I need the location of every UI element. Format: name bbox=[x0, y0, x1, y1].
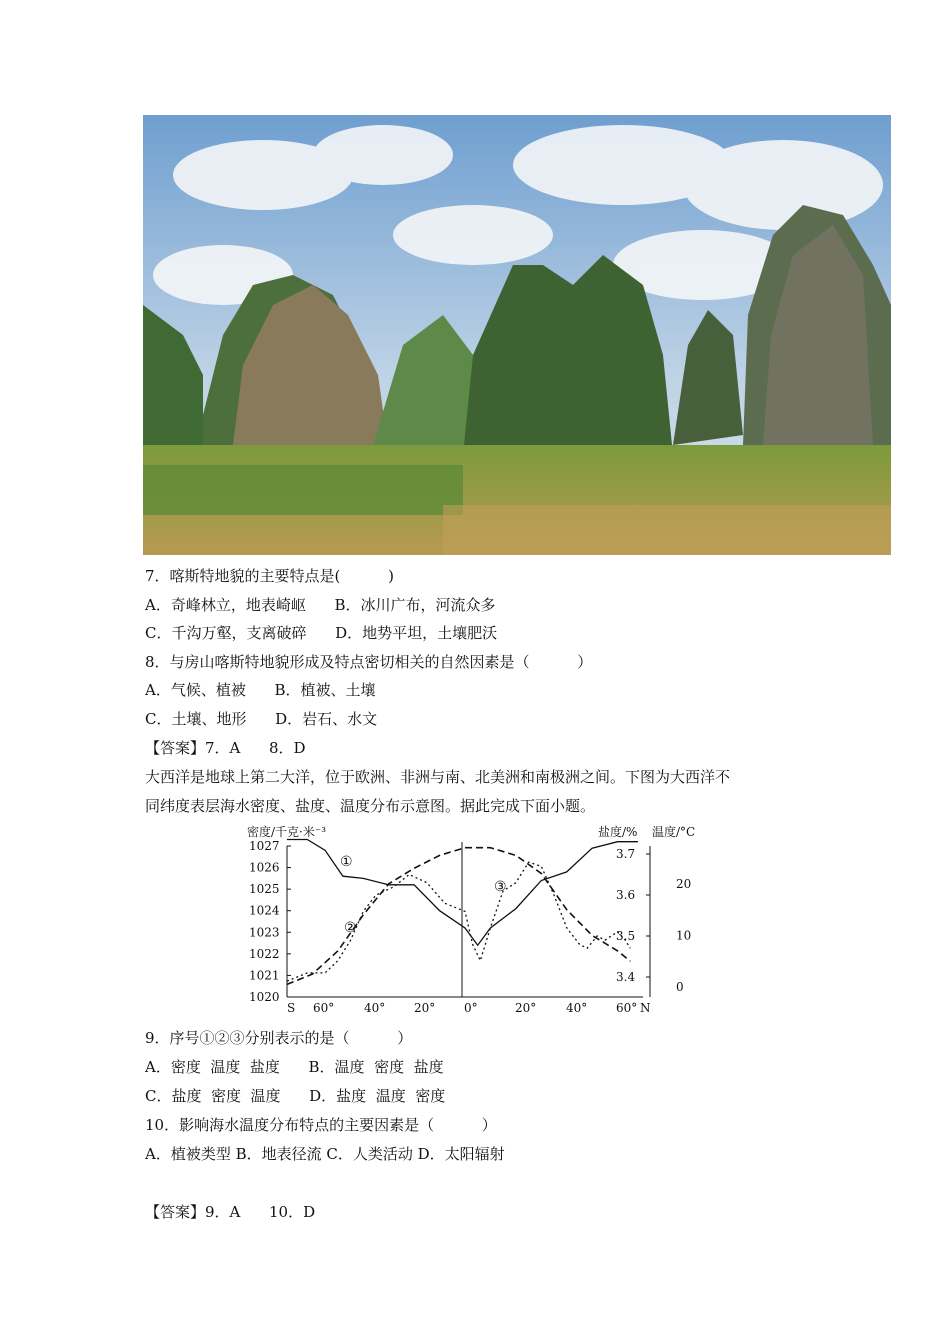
question-8-options-cd: C．土壤、地形 D．岩石、水文 bbox=[145, 710, 378, 728]
density-tick-label: 1024 bbox=[249, 903, 280, 918]
question-9-options-ab: A．密度 温度 盐度 B．温度 密度 盐度 bbox=[145, 1058, 444, 1076]
question-7-options-ab: A．奇峰林立，地表崎岖 B．冰川广布，河流众多 bbox=[145, 596, 496, 614]
question-8: 8．与房山喀斯特地貌形成及特点密切相关的自然因素是（ ） bbox=[145, 653, 593, 671]
answer-7-8: 【答案】7．A 8．D bbox=[145, 739, 306, 757]
question-7-options-cd: C．千沟万壑，支离破碎 D．地势平坦，土壤肥沃 bbox=[145, 624, 498, 642]
density-tick-label: 1022 bbox=[249, 946, 280, 961]
density-tick-label: 1023 bbox=[249, 925, 280, 940]
question-10: 10．影响海水温度分布特点的主要因素是（ ） bbox=[145, 1116, 497, 1134]
x-tick-label: 40° bbox=[364, 1001, 386, 1015]
temperature-tick-label: 20 bbox=[676, 876, 692, 891]
salinity-tick-label: 3.4 bbox=[616, 970, 636, 984]
x-tick-label: 60° bbox=[616, 1001, 638, 1015]
atlantic-surface-chart bbox=[240, 820, 720, 1020]
salinity-tick-label: 3.7 bbox=[616, 847, 636, 861]
right-axis-label-temperature: 温度/°C bbox=[652, 825, 696, 839]
answer-9-10: 【答案】9．A 10．D bbox=[145, 1203, 316, 1221]
salinity-tick-label: 3.6 bbox=[616, 888, 636, 902]
intro-line-1: 大西洋是地球上第二大洋，位于欧洲、非洲与南、北美洲和南极洲之间。下图为大西洋不 bbox=[145, 768, 731, 786]
question-7: 7．喀斯特地貌的主要特点是( ) bbox=[145, 567, 394, 585]
karst-landscape-photo bbox=[143, 115, 891, 555]
temperature-tick-label: 0 bbox=[676, 980, 684, 994]
temperature-tick-label: 10 bbox=[676, 928, 692, 943]
salinity-tick-label: 3.5 bbox=[616, 929, 636, 943]
x-tick-label: N bbox=[640, 1001, 651, 1015]
x-tick-label: 60° bbox=[313, 1001, 335, 1015]
x-tick-label: S bbox=[287, 1001, 296, 1015]
question-9-options-cd: C．盐度 密度 温度 D．盐度 温度 密度 bbox=[145, 1087, 446, 1105]
x-tick-label: 0° bbox=[464, 1001, 478, 1015]
density-tick-label: 1021 bbox=[249, 968, 280, 983]
question-8-options-ab: A．气候、植被 B．植被、土壤 bbox=[145, 681, 376, 699]
x-tick-label: 20° bbox=[414, 1001, 436, 1015]
density-tick-label: 1025 bbox=[249, 882, 280, 897]
density-tick-label: 1020 bbox=[249, 990, 280, 1004]
left-axis-label: 密度/千克·米⁻³ bbox=[247, 825, 327, 839]
density-tick-label: 1027 bbox=[249, 839, 280, 853]
series-marker-1: ① bbox=[340, 854, 353, 870]
right-axis-label-salinity: 盐度/% bbox=[598, 825, 638, 839]
question-10-options: A．植被类型 B．地表径流 C．人类活动 D．太阳辐射 bbox=[145, 1145, 505, 1163]
question-9: 9．序号①②③分别表示的是（ ） bbox=[145, 1029, 413, 1047]
x-tick-label: 20° bbox=[515, 1001, 537, 1015]
x-tick-label: 40° bbox=[566, 1001, 588, 1015]
series-marker-3: ③ bbox=[494, 879, 507, 895]
intro-line-2: 同纬度表层海水密度、盐度、温度分布示意图。据此完成下面小题。 bbox=[145, 797, 596, 815]
series-line-2 bbox=[287, 848, 630, 985]
density-tick-label: 1026 bbox=[249, 860, 280, 875]
series-marker-2: ② bbox=[344, 920, 357, 936]
